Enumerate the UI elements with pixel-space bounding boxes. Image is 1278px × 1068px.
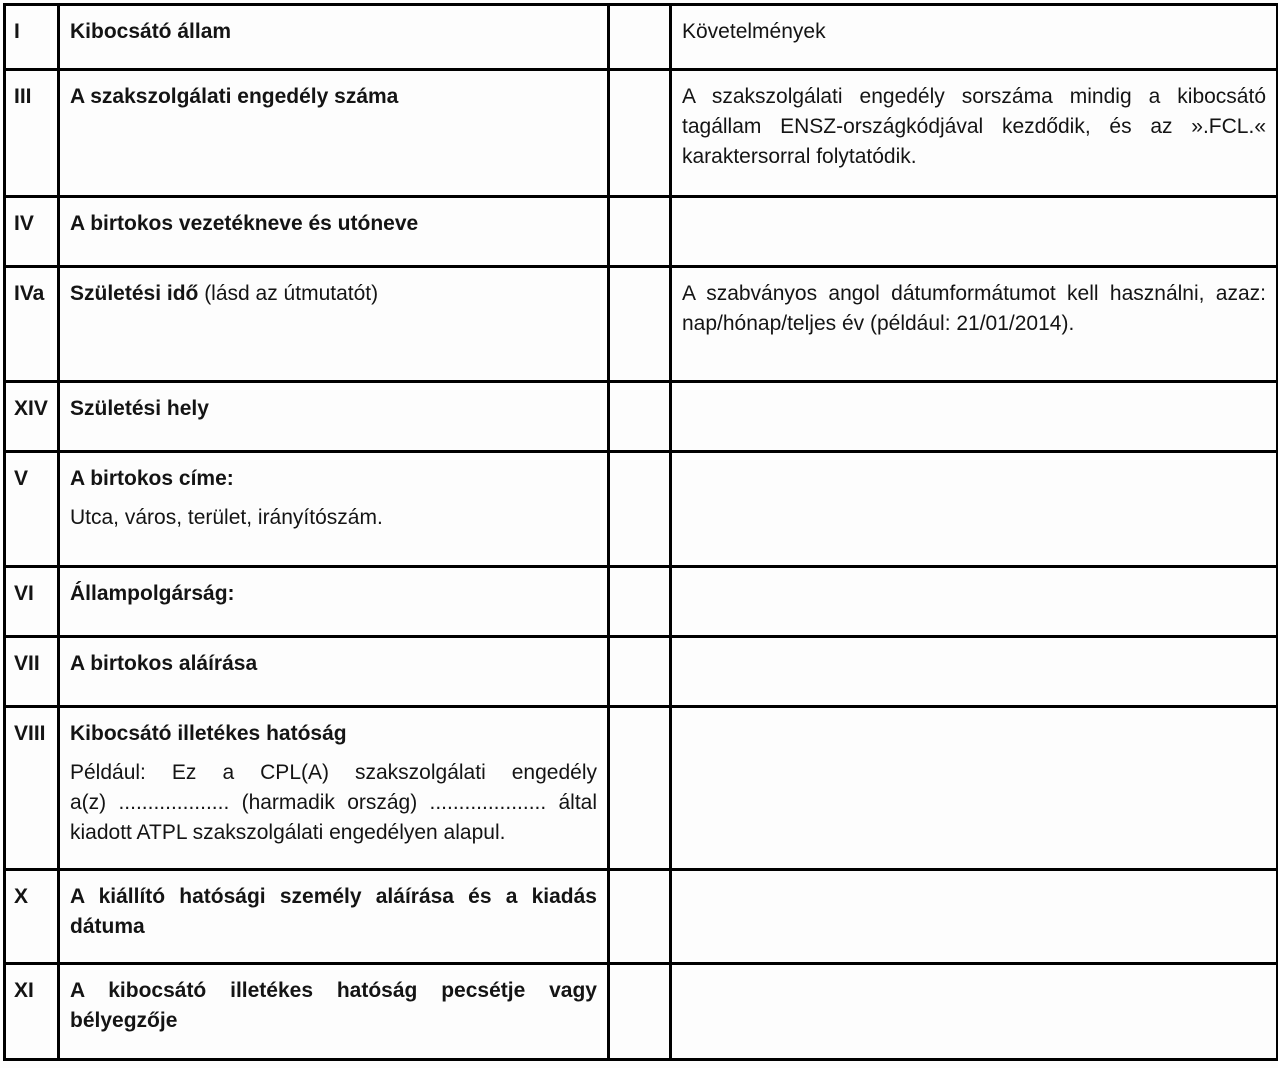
code-cell: VII bbox=[5, 637, 59, 707]
label-cell bbox=[59, 870, 609, 964]
code-cell: IVa bbox=[5, 267, 59, 382]
code-cell: IV bbox=[5, 197, 59, 267]
requirement-cell bbox=[671, 964, 1278, 1060]
field-label: A szakszolgálati engedély száma bbox=[70, 85, 399, 108]
field-description-line: Például: Ez a CPL(A) szakszolgálati engedély bbox=[70, 761, 597, 784]
label-cell bbox=[59, 637, 609, 707]
table-row bbox=[5, 707, 1278, 870]
table-row bbox=[5, 197, 1278, 267]
field-description-line: Utca, város, terület, irányítószám. bbox=[70, 506, 383, 529]
requirement-cell bbox=[671, 637, 1278, 707]
field-label-bold: Születési idő bbox=[70, 282, 199, 305]
table-row bbox=[5, 382, 1278, 452]
field-label: dátuma bbox=[70, 915, 145, 938]
spacer-cell bbox=[609, 637, 671, 707]
spacer-cell bbox=[609, 870, 671, 964]
requirement-cell bbox=[671, 870, 1278, 964]
field-description-line: a(z) ................... (harmadik ország) .................... által bbox=[70, 791, 597, 814]
licence-fields-table bbox=[3, 3, 1278, 1061]
field-label: Születési hely bbox=[70, 397, 209, 420]
label-cell bbox=[59, 707, 609, 870]
spacer-cell bbox=[609, 452, 671, 567]
spacer-cell bbox=[609, 567, 671, 637]
code-cell: I bbox=[5, 5, 59, 70]
label-cell bbox=[59, 567, 609, 637]
spacer-cell bbox=[609, 267, 671, 382]
requirement-line: A szakszolgálati engedély sorszáma mindig a kibocsátó bbox=[682, 85, 1266, 108]
field-label-note: (lásd az útmutatót) bbox=[198, 282, 379, 305]
field-label: Állampolgárság: bbox=[70, 582, 235, 605]
label-cell bbox=[59, 70, 609, 197]
code-cell: XIV bbox=[5, 382, 59, 452]
table-row bbox=[5, 870, 1278, 964]
requirement-cell bbox=[671, 197, 1278, 267]
field-label: A birtokos vezetékneve és utóneve bbox=[70, 212, 419, 235]
spacer-cell bbox=[609, 707, 671, 870]
code-cell: V bbox=[5, 452, 59, 567]
label-cell bbox=[59, 964, 609, 1060]
code-cell: VI bbox=[5, 567, 59, 637]
table-row bbox=[5, 267, 1278, 382]
spacer-cell bbox=[609, 382, 671, 452]
requirement-line: nap/hónap/teljes év (például: 21/01/2014). bbox=[682, 312, 1075, 335]
requirement-line: Követelmények bbox=[682, 20, 826, 43]
requirement-cell bbox=[671, 70, 1278, 197]
field-label: A kibocsátó illetékes hatóság pecsétje vagy bbox=[70, 979, 597, 1002]
code-cell: XI bbox=[5, 964, 59, 1060]
label-cell bbox=[59, 5, 609, 70]
requirement-cell bbox=[671, 267, 1278, 382]
field-label: Kibocsátó állam bbox=[70, 20, 232, 43]
spacer-cell bbox=[609, 964, 671, 1060]
code-cell: VIII bbox=[5, 707, 59, 870]
spacer-cell bbox=[609, 70, 671, 197]
table-row bbox=[5, 70, 1278, 197]
field-description-line: kiadott ATPL szakszolgálati engedélyen alapul. bbox=[70, 821, 506, 844]
table-row bbox=[5, 452, 1278, 567]
requirement-cell bbox=[671, 567, 1278, 637]
label-cell bbox=[59, 382, 609, 452]
field-label: A birtokos címe: bbox=[70, 467, 234, 490]
field-label: A birtokos aláírása bbox=[70, 652, 258, 675]
table-row bbox=[5, 637, 1278, 707]
requirement-cell bbox=[671, 452, 1278, 567]
field-label: bélyegzője bbox=[70, 1009, 178, 1032]
spacer-cell bbox=[609, 197, 671, 267]
requirement-line: tagállam ENSZ-országkódjával kezdődik, és az ».FCL.« bbox=[682, 115, 1266, 138]
field-label bbox=[70, 279, 597, 309]
code-cell: X bbox=[5, 870, 59, 964]
requirement-line: A szabványos angol dátumformátumot kell használni, azaz: bbox=[682, 282, 1266, 305]
spacer-cell bbox=[609, 5, 671, 70]
requirement-cell bbox=[671, 707, 1278, 870]
label-cell bbox=[59, 197, 609, 267]
requirement-line: karaktersorral folytatódik. bbox=[682, 145, 917, 168]
requirement-cell bbox=[671, 382, 1278, 452]
code-cell: III bbox=[5, 70, 59, 197]
table-row bbox=[5, 5, 1278, 70]
field-label: Kibocsátó illetékes hatóság bbox=[70, 722, 347, 745]
label-cell bbox=[59, 452, 609, 567]
field-label: A kiállító hatósági személy aláírása és a kiadás bbox=[70, 885, 597, 908]
table-row bbox=[5, 964, 1278, 1060]
requirement-cell bbox=[671, 5, 1278, 70]
label-cell bbox=[59, 267, 609, 382]
table-row bbox=[5, 567, 1278, 637]
